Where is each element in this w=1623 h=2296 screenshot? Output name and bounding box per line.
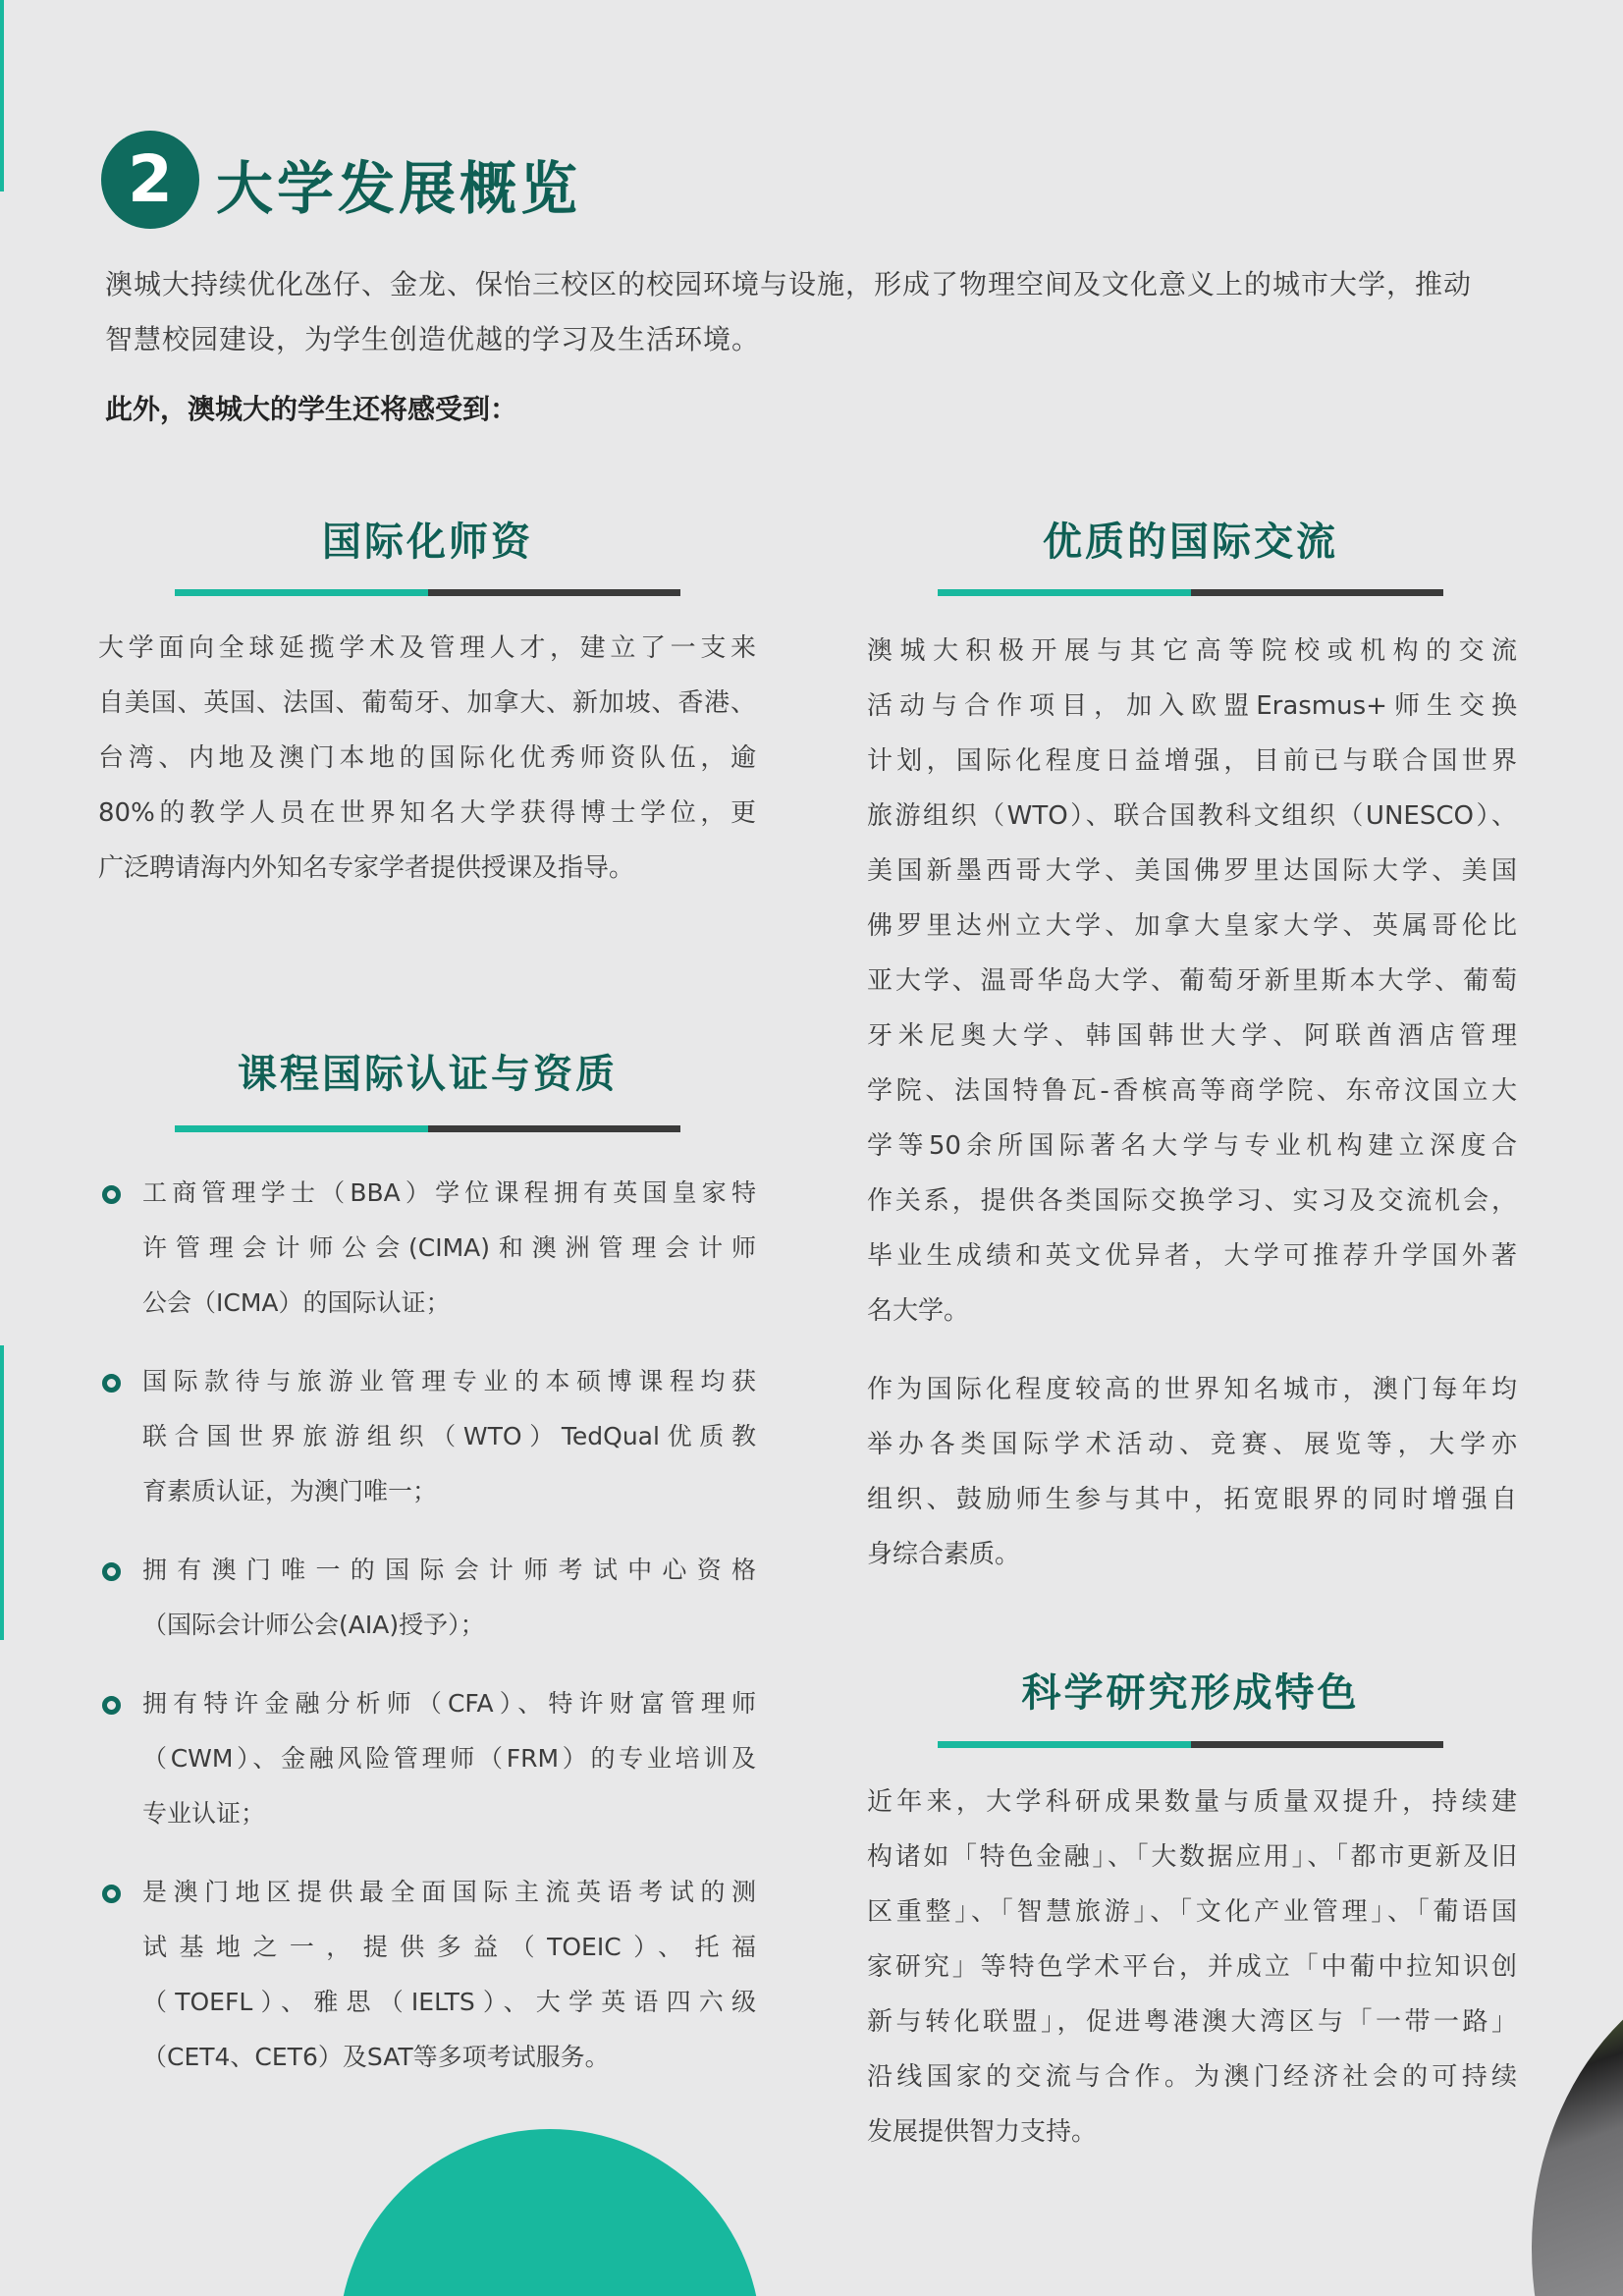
text-line: 公会（ICMA）的国际认证； [142,1288,451,1317]
text-line: 作关系，提供各类国际交换学习、实习及交流机会， [867,1186,1517,1216]
faculty-paragraph [98,621,756,896]
text-line: 组织、鼓励师生参与其中，拓宽眼界的同时增强自 [867,1485,1517,1514]
text-line: 构诸如「特色金融」、「大数据应用」、「都市更新及旧 [867,1842,1517,1872]
text-line: 亚大学、温哥华岛大学、葡萄牙新里斯本大学、葡萄 [867,966,1517,996]
text-line: 广泛聘请海内外知名专家学者提供授课及指导。 [98,853,635,883]
text-line: 名大学。 [867,1296,970,1326]
exchange-heading: 优质的国际交流 [1043,519,1338,565]
intro-line: 智慧校园建设，为学生创造优越的学习及生活环境。 [105,323,761,355]
bullet-ring-icon [102,1885,121,1903]
faculty-heading: 国际化师资 [322,519,533,565]
campus-photo [1532,1954,1623,2296]
bullet-ring-icon [102,1185,121,1204]
text-line: 计划，国际化程度日益增强，目前已与联合国世界 [867,746,1517,776]
research-paragraph [867,1775,1517,2159]
text-line: 活动与合作项目，加入欧盟Erasmus+师生交换 [867,691,1517,721]
text-line: 国际款待与旅游业管理专业的本硕博课程均获 [142,1367,756,1395]
text-line: （CWM）、金融风险管理师（FRM）的专业培训及 [142,1744,756,1773]
research-heading: 科学研究形成特色 [1021,1670,1360,1716]
section-number-badge: 2 [101,131,199,229]
text-line: 拥有澳门唯一的国际会计师考试中心资格 [142,1556,756,1584]
list-item [98,1166,756,1331]
text-line: 旅游组织（WTO）、联合国教科文组织（UNESCO）、 [867,801,1517,831]
text-line: 作为国际化程度较高的世界知名城市，澳门每年均 [867,1375,1517,1404]
text-line: 身综合素质。 [867,1540,1021,1569]
list-item [98,1354,756,1519]
text-line: 自美国、英国、法国、葡萄牙、加拿大、新加坡、香港、 [98,688,756,718]
text-line: 育素质认证，为澳门唯一； [142,1477,438,1505]
accreditation-list [98,1166,756,2108]
exchange-divider [938,589,1443,596]
text-line: 台湾、内地及澳门本地的国际化优秀师资队伍，逾 [98,743,756,773]
intro-paragraph [105,257,1519,367]
text-line: 是澳门地区提供最全面国际主流英语考试的测 [142,1878,756,1906]
lead-text: 此外，澳城大的学生还将感受到： [105,393,518,425]
text-line: 试基地之一，提供多益（TOEIC）、托福 [142,1933,756,1961]
accreditation-divider [175,1125,680,1132]
text-line: （国际会计师公会(AIA)授予）； [142,1611,485,1639]
text-line: 工商管理学士（BBA）学位课程拥有英国皇家特 [142,1178,756,1207]
text-line: 联合国世界旅游组织（WTO）TedQual优质教 [142,1422,756,1450]
bullet-ring-icon [102,1696,121,1715]
text-line: 许管理会计师公会(CIMA)和澳洲管理会计师 [142,1233,756,1262]
text-line: 美国新墨西哥大学、美国佛罗里达国际大学、美国 [867,856,1517,886]
text-line: 近年来，大学科研成果数量与质量双提升，持续建 [867,1787,1517,1817]
exchange-paragraph [867,624,1517,1339]
text-line: 举办各类国际学术活动、竞赛、展览等，大学亦 [867,1430,1517,1459]
left-edge-accent [0,0,4,191]
intro-line: 澳城大持续优化氹仔、金龙、保怡三校区的校园环境与设施，形成了物理空间及文化意义上的城市大学，推动 [105,268,1473,301]
list-item [98,1676,756,1841]
bullet-ring-icon [102,1562,121,1581]
exchange-paragraph-2 [867,1362,1517,1582]
text-line: 发展提供智力支持。 [867,2117,1098,2147]
text-line: 佛罗里达州立大学、加拿大皇家大学、英属哥伦比 [867,911,1517,941]
text-line: 80%的教学人员在世界知名大学获得博士学位，更 [98,798,756,828]
text-line: 区重整」、「智慧旅游」、「文化产业管理」、「葡语国 [867,1897,1517,1927]
faculty-divider [175,589,680,596]
accreditation-heading: 课程国际认证与资质 [238,1052,618,1097]
text-line: 新与转化联盟」，促进粤港澳大湾区与「一带一路」 [867,2007,1517,2037]
text-line: 沿线国家的交流与合作。为澳门经济社会的可持续 [867,2062,1517,2092]
text-line: 专业认证； [142,1799,266,1828]
left-edge-accent [0,1345,4,1640]
text-line: 拥有特许金融分析师（CFA）、特许财富管理师 [142,1689,756,1718]
list-item [98,1543,756,1653]
text-line: （CET4、CET6）及SAT等多项考试服务。 [142,2043,610,2071]
text-line: 学院、法国特鲁瓦-香槟高等商学院、东帝汶国立大 [867,1076,1517,1106]
text-line: 牙米尼奥大学、韩国韩世大学、阿联酋酒店管理 [867,1021,1517,1051]
text-line: 大学面向全球延揽学术及管理人才，建立了一支来 [98,633,756,663]
text-line: 家研究」等特色学术平台，并成立「中葡中拉知识创 [867,1952,1517,1982]
decorative-teal-circle [339,2129,761,2296]
text-line: 学等50余所国际著名大学与专业机构建立深度合 [867,1131,1517,1161]
text-line: （TOEFL）、雅思（IELTS）、大学英语四六级 [142,1988,756,2016]
research-divider [938,1741,1443,1748]
text-line: 毕业生成绩和英文优异者，大学可推荐升学国外著 [867,1241,1517,1271]
list-item [98,1865,756,2085]
text-line: 澳城大积极开展与其它高等院校或机构的交流 [867,636,1517,666]
bullet-ring-icon [102,1374,121,1393]
page-title: 大学发展概览 [216,155,582,222]
